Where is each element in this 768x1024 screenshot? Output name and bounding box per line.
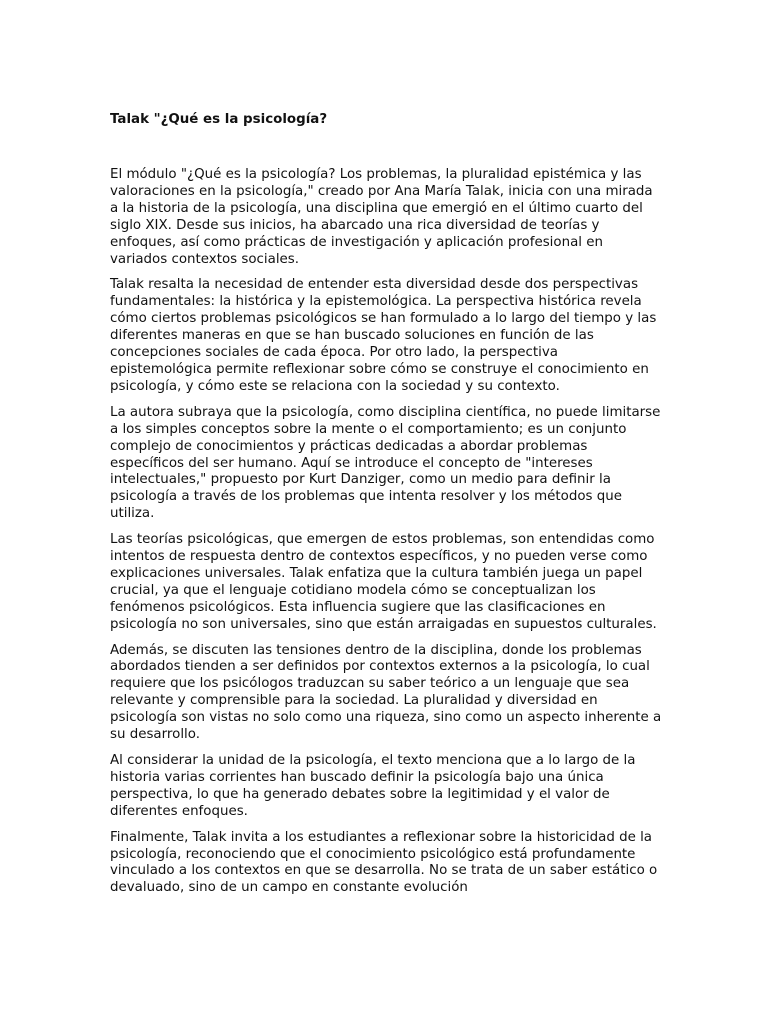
paragraph-4: Las teorías psicológicas, que emergen de estos problemas, son entendidas como intentos de respuesta dentro de contextos específicos, y no pueden verse como explicaciones universales. Talak enfatiza que la cultura también juega un papel crucial, ya que el lenguaje cotidiano modela cómo se conceptualizan los fenómenos psicológicos. Esta influencia sugiere que las clasificaciones en psicología no son universales, sino que están arraigadas en supuestos culturales.: [110, 532, 657, 632]
paragraph-7: Finalmente, Talak invita a los estudiantes a reflexionar sobre la historicidad de la psicología, reconociendo que el conocimiento psicológico está profundamente vinculado a los contextos en que se desarrolla. No se trata de un saber estático o devaluado, sino de un campo en constante evolución: [110, 829, 658, 896]
document-title: Talak "¿Qué es la psicología?: [110, 112, 328, 127]
paragraph-5: Además, se discuten las tensiones dentro de la disciplina, donde los problemas abordados tienden a ser definidos por contextos externos a la psicología, lo cual requiere que los psicólogos traduzcan su saber teórico a un lenguaje que sea relevante y comprensible para la sociedad. La pluralidad y diversidad en psicología son vistas no solo como una riqueza, sino como un aspecto inherente a su desarrollo.: [110, 642, 662, 743]
paragraph-3: La autora subraya que la psicología, como disciplina científica, no puede limitarse a los simples conceptos sobre la mente o el comportamiento; es un conjunto complejo de conocimientos y prácticas dedicadas a abordar problemas específicos del ser humano. Aquí se introduce el concepto de "intereses intelectuales," propuesto por Kurt Danziger, como un medio para definir la psicología a través de los problemas que intenta resolver y los métodos que utiliza.: [110, 404, 661, 522]
paragraph-6: Al considerar la unidad de la psicología, el texto menciona que a lo largo de la historia varias corrientes han buscado definir la psicología bajo una única perspectiva, lo que ha generado debates sobre la legitimidad y el valor de diferentes enfoques.: [110, 753, 636, 819]
paragraph-1: El módulo "¿Qué es la psicología? Los problemas, la pluralidad epistémica y las valoraciones en la psicología," creado por Ana María Talak, inicia con una mirada a la historia de la psicología, una disciplina que emergió en el último cuarto del siglo XIX. Desde sus inicios, ha abarcado una rica diversidad de teorías y enfoques, así como prácticas de investigación y aplicación profesional en variados contextos sociales.: [110, 167, 653, 267]
document-body: [110, 111, 662, 906]
paragraph-2: Talak resalta la necesidad de entender esta diversidad desde dos perspectivas fundamentales: la histórica y la epistemológica. La perspectiva histórica revela cómo ciertos problemas psicológicos se han formulado a lo largo del tiempo y las diferentes maneras en que se han buscado soluciones en función de las concepciones sociales de cada época. Por otro lado, la perspectiva epistemológica permite reflexionar sobre cómo se construye el conocimiento en psicología, y cómo este se relaciona con la sociedad y su contexto.: [110, 277, 657, 394]
